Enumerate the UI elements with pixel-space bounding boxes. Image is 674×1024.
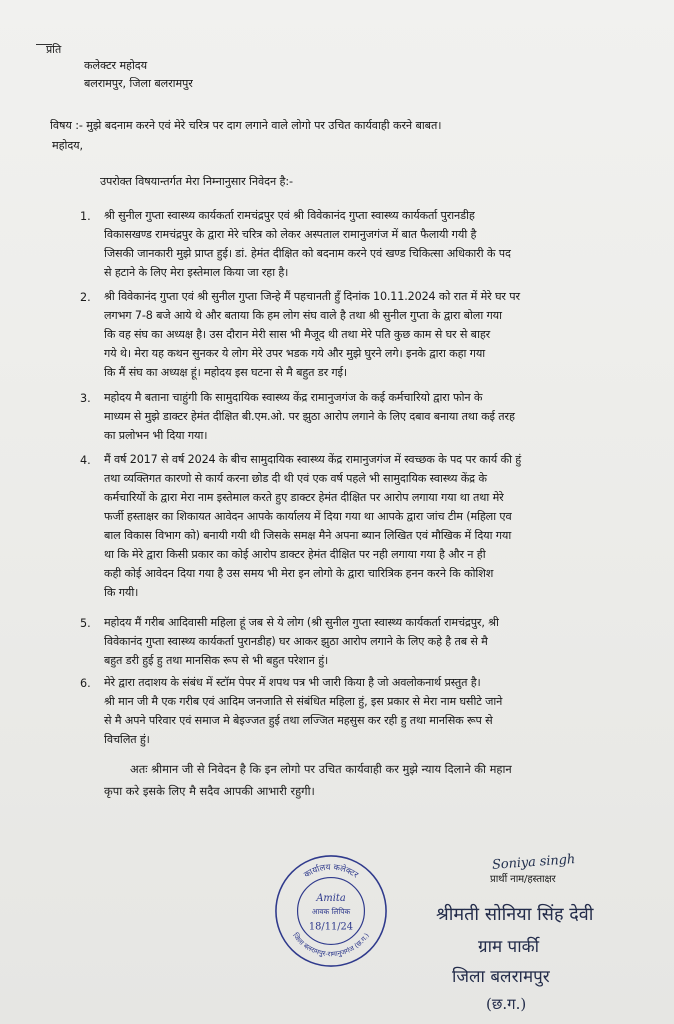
stamp-signature: Amita (316, 893, 346, 905)
prati-label: प्रति (46, 43, 62, 56)
item-line: मेरे द्वारा तदाशय के संबंध में स्टॉम पेपर में शपथ पत्र भी जारी किया है जो अवलोकनार्थ प्रस्तुत है। (104, 676, 481, 689)
item-line: तथा व्यक्तिगत कारणो से कार्य करना छोड दी थी एवं एक वर्ष पहले भी सामुदायिक स्वास्थ्य केंद्र के (104, 472, 487, 485)
item-number: 4. (80, 454, 91, 467)
item-line: महोदय मैं गरीब आदिवासी महिला हूं जब से ये लोग (श्री सुनील गुप्ता स्वास्थ्य कार्यकर्ता रामचंद्रपुर, श्री (104, 616, 499, 629)
item-line: माध्यम से मुझे डाक्टर हेमंत दीक्षित बी.एम.ओ. पर झुठा आरोप लगाने के लिए दबाव बनाया तथा कई तरह (104, 410, 515, 423)
item-line: लगभग 7-8 बजे आये थे और बताया कि हम लोग संघ वाले है तथा श्री सुनील गुप्ता के द्वारा बोला गया (104, 309, 502, 322)
item-line: बहुत डरी हुई हु तथा मानसिक रूप से भी बहुत परेशान हुं। (104, 654, 329, 667)
stamp-label: आवक लिपिक (311, 906, 351, 916)
item-number: 2. (80, 291, 91, 304)
item-line: से मै अपने परिवार एवं समाज मे बेइज्जत हुई तथा लज्जित महसुस कर रही हु तथा मानसिक रूप से (104, 714, 493, 727)
item-line: गये थे। मेरा यह कथन सुनकर ये लोग मेरे उपर भडक गये और मुझे घुरने लगे। इनके द्वारा कहा गया (104, 347, 486, 360)
item-line: विवेकानंद गुप्ता स्वास्थ्य कार्यकर्ता पुरानडीह) घर आकर झुठा आरोप लगाने के लिए कहे है तब से मै (104, 635, 488, 648)
item-line: महोदय मै बताना चाहुंगी कि सामुदायिक स्वास्थ्य केंद्र रामानुजगंज के कई कर्मचारियो द्वारा फोन के (104, 391, 483, 404)
handwritten-name: श्रीमती सोनिया सिंह देवी (436, 904, 594, 925)
item-line: श्री सुनील गुप्ता स्वास्थ्य कार्यकर्ता रामचंद्रपुर एवं श्री विवेकानंद गुप्ता स्वास्थ्य कार्यकर्ता पुरानडीह (104, 209, 475, 222)
item-number: 3. (80, 392, 91, 405)
stamp-bottom-text: जिला बलरामपुर-रामानुजगंज (छ.ग.) (291, 931, 371, 959)
item-number: 6. (80, 677, 91, 690)
stamp-date: 18/11/24 (308, 921, 354, 933)
item-line: कि वह संघ का अध्यक्ष है। उस दौरान मेरी सास भी मैजूद थी तथा मेरे पति कुछ काम से घर से बाहर (104, 328, 491, 341)
item-line: कर्मचारियों के द्वारा मेरा नाम इस्तेमाल करते हुए डाक्टर हेमंत दीक्षित पर आरोप लगाया गया था तथा मेरे (104, 491, 504, 504)
item-line: विकासखण्ड रामचंद्रपुर के द्वारा मेरे चरित्र को लेकर अस्पताल रामानुजगंज में बात फैलायी गयी है (104, 228, 477, 241)
handwritten-district: जिला बलरामपुर (452, 967, 550, 987)
office-stamp (272, 852, 390, 970)
item-line: विचलित हुं। (104, 733, 150, 746)
intro-line: उपरोक्त विषयान्तर्गत मेरा निम्नानुसार निवेदन है:- (100, 175, 293, 188)
list-item (104, 206, 644, 282)
list-item (104, 388, 644, 445)
item-line: से हटाने के लिए मेरा इस्तेमाल किया जा रहा है। (104, 266, 289, 279)
salutation: महोदय, (52, 139, 84, 152)
list-item (104, 287, 644, 382)
list-item (104, 450, 644, 602)
addressee: कलेक्टर महोदय (84, 59, 148, 72)
item-line: श्री विवेकानंद गुप्ता एवं श्री सुनील गुप्ता जिन्हे मैं पहचानती हुँ दिनांक 10.11.2024 को रात में मेरे घर पर (104, 290, 520, 303)
subject-line: विषय :- मुझे बदनाम करने एवं मेरे चरित्र पर दाग लगाने वाले लोगो पर उचित कार्यवाही करने बाबत। (50, 119, 442, 132)
stamp-top-text: कार्यालय कलेक्टर (302, 861, 361, 880)
item-line: कि मैं संघ का अध्यक्ष हूं। महोदय इस घटना से मै बहुत डर गई। (104, 366, 347, 379)
list-item (104, 613, 644, 670)
item-line: था कि मेरे द्वारा किसी प्रकार का कोई आरोप डाक्टर हेमंत दीक्षित पर नही लगाया गया है और न ही (104, 548, 486, 561)
item-line: मैं वर्ष 2017 से वर्ष 2024 के बीच सामुदायिक स्वास्थ्य केंद्र रामानुजगंज में स्वच्छक के पद पर कार्य की हुं (104, 453, 522, 466)
closing-line: अतः श्रीमान जी से निवेदन है कि इन लोगो पर उचित कार्यवाही कर मुझे न्याय दिलाने की महान (130, 762, 512, 776)
item-number: 5. (80, 617, 91, 630)
item-line: जिसकी जानकारी मुझे प्राप्त हुई। डां. हेमंत दीक्षित को बदनाम करने एवं खण्ड चिकित्सा अधिकारी के पद (104, 247, 511, 260)
item-line: फर्जी हस्ताक्षर का शिकायत आवेदन आपके कार्यालय में दिया गया था आपके द्वारा जांच टीम (महिला एव (104, 510, 512, 523)
item-line: श्री मान जी मै एक गरीब एवं आदिम जनजाति से संबंधित महिला हुं, इस प्रकार से मेरा नाम घसीटे जाने (104, 695, 503, 708)
item-number: 1. (80, 210, 91, 223)
item-line: बाल विकास विभाग को) बनायी गयी थी जिसके समक्ष मैने अपना ब्यान लिखित एवं मौखिक में दिया गया (104, 529, 512, 542)
closing-line: कृपा करे इसके लिए मै सदैव आपकी आभारी रहुगी। (104, 784, 315, 798)
addressee-location: बलरामपुर, जिला बलरामपुर (84, 77, 193, 90)
closing-paragraph (104, 758, 644, 802)
item-line: कही कोई आवेदन दिया गया है उस समय भी मेरा इन लोगो के द्वारा चारित्रिक हनन करने कि कोशिश (104, 567, 494, 580)
handwritten-state: (छ.ग.) (486, 995, 527, 1013)
list-item (104, 673, 644, 749)
signature-scrawl: Soniya singh (491, 852, 576, 873)
item-line: का प्रलोभन भी दिया गया। (104, 429, 208, 442)
item-line: कि गयी। (104, 586, 139, 599)
signature-caption: प्रार्थी नाम/हस्ताक्षर (490, 874, 556, 885)
handwritten-village: ग्राम पार्की (478, 937, 540, 957)
